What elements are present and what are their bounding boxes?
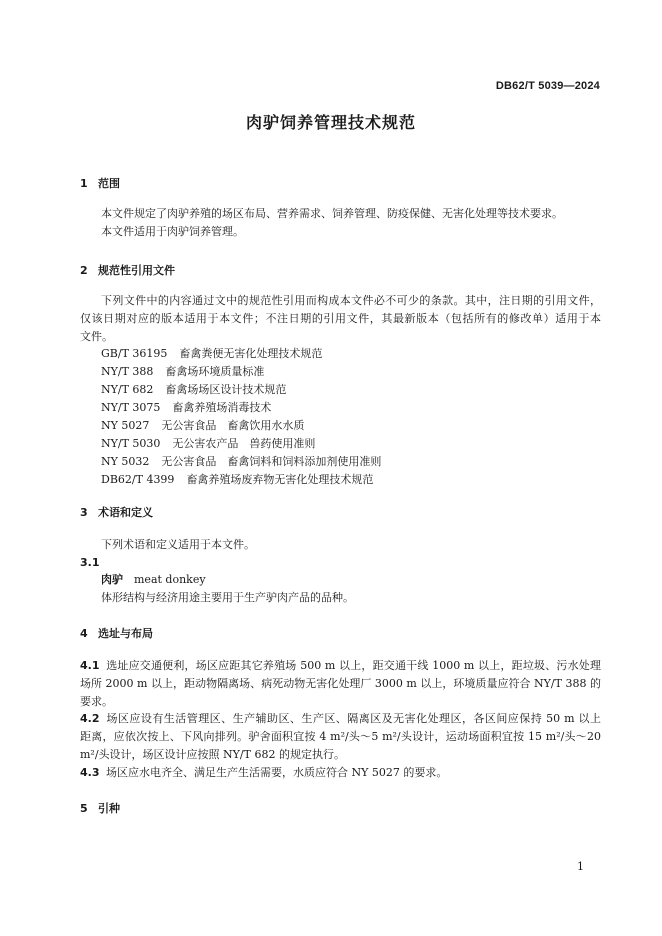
paragraph: 本文件适用于肉驴饲养管理。 [101,225,244,238]
clause-line: m²/头设计，场区设计应按照 NY/T 682 的规定执行。 [80,748,345,761]
clause-line: 场所 2000 m 以上，距动物隔离场、病死动物无害化处理厂 3000 m 以上，环境质量应符合 NY/T 388 的 [80,677,601,690]
standard-code: DB62/T 5039—2024 [495,80,600,92]
section-heading-terms-definitions: 3 术语和定义 [80,506,153,519]
paragraph-line: 文件。 [80,330,113,343]
section-heading-normative-references: 2 规范性引用文件 [80,264,175,277]
clause-line: 要求。 [80,695,113,708]
paragraph: 本文件规定了肉驴养殖的场区布局、营养需求、饲养管理、防疫保健、无害化处理等技术要求。 [101,207,563,220]
term-number: 3.1 [80,556,100,569]
clause-line: 4.3 场区应水电齐全、满足生产生活需要，水质应符合 NY 5027 的要求。 [80,766,448,779]
clause-line: 距离，应依次按上、下风向排列。驴舍面积宜按 4 m²/头～5 m²/头设计，运动场面积宜按 15 m²/头～20 [80,730,601,743]
paragraph-line: 仅该日期对应的版本适用于本文件；不注日期的引用文件，其最新版本（包括所有的修改单）适用于本 [80,312,601,325]
reference-item: GB/T 36195 畜禽粪便无害化处理技术规范 [101,347,323,360]
clause-line: 4.2 场区应设有生活管理区、生产辅助区、生产区、隔离区及无害化处理区，各区间应保持 50 m 以上 [80,712,601,725]
document-title: 肉驴饲养管理技术规范 [245,113,416,132]
reference-item: NY/T 682 畜禽场场区设计技术规范 [101,383,287,396]
reference-item: NY/T 388 畜禽场环境质量标准 [101,365,265,378]
paragraph-line: 下列文件中的内容通过文中的规范性引用而构成本文件必不可少的条款。其中，注日期的引用文件， [101,294,601,307]
page-number: 1 [577,860,584,873]
paragraph: 下列术语和定义适用于本文件。 [101,538,255,551]
section-heading-introduction: 5 引种 [80,802,120,815]
reference-item: DB62/T 4399 畜禽养殖场废弃物无害化处理技术规范 [101,473,374,486]
reference-item: NY/T 3075 畜禽养殖场消毒技术 [101,401,272,414]
clause-line: 4.1 选址应交通便利，场区应距其它养殖场 500 m 以上，距交通干线 1000 m 以上，距垃圾、污水处理 [80,659,601,672]
section-heading-scope: 1 范围 [80,177,120,190]
reference-item: NY 5027 无公害食品 畜禽饮用水水质 [101,419,305,432]
reference-item: NY 5032 无公害食品 畜禽饲料和饲料添加剂使用准则 [101,455,382,468]
term-entry: 肉驴 meat donkey [101,573,206,586]
reference-item: NY/T 5030 无公害农产品 兽药使用准则 [101,437,316,450]
section-heading-site-layout: 4 选址与布局 [80,627,153,640]
term-definition: 体形结构与经济用途主要用于生产驴肉产品的品种。 [101,591,354,604]
